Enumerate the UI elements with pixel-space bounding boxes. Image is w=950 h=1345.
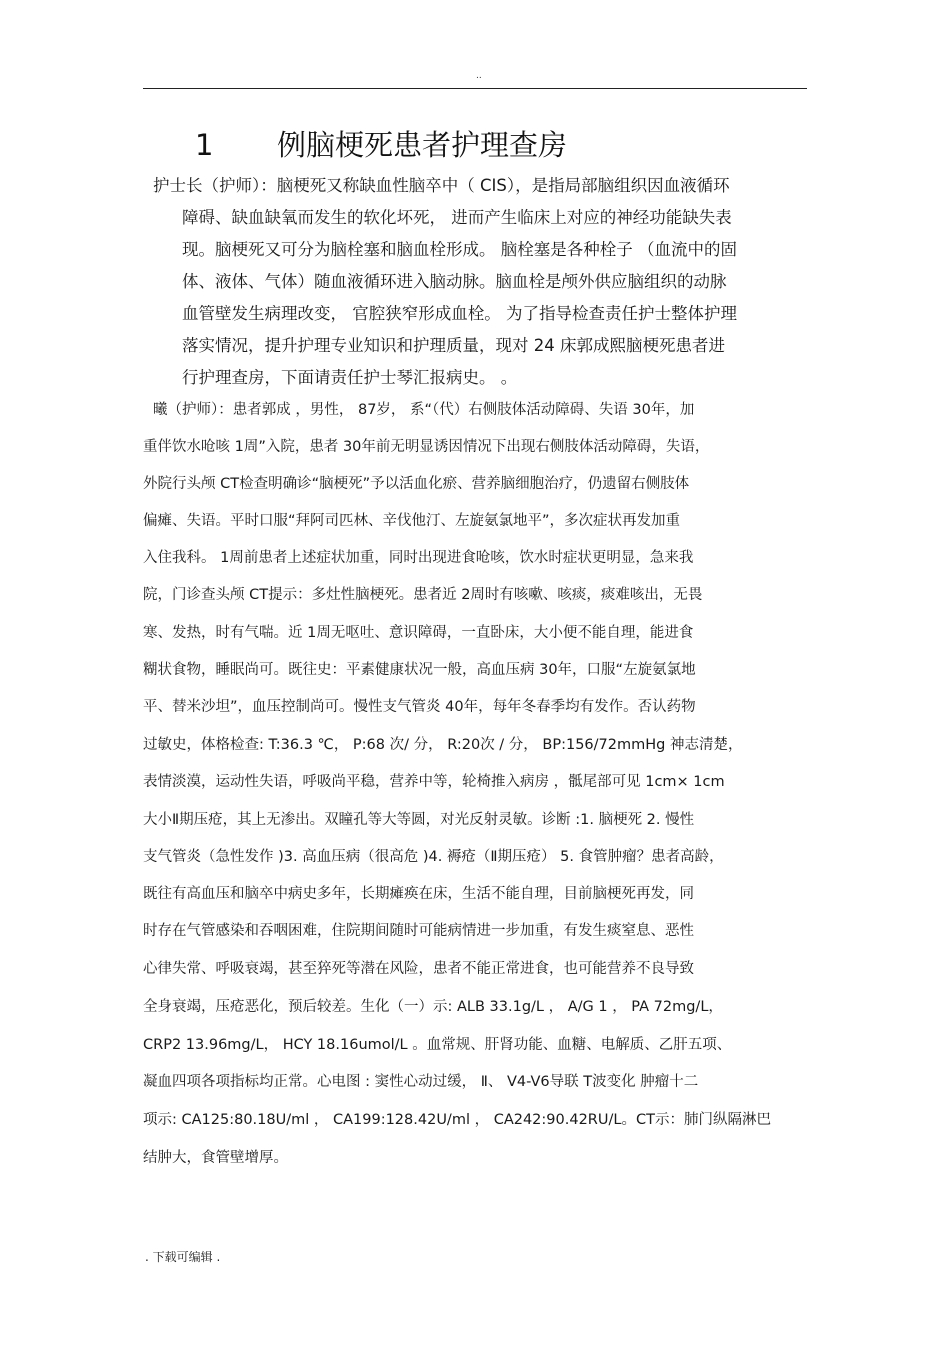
page-footer: . 下载可编辑 .	[145, 1250, 221, 1264]
paragraph1-line-1: 护士长（护师）：脑梗死又称缺血性脑卒中（ CIS），是指局部脑组织因血液循环	[153, 176, 730, 195]
paragraph2-line-1: 曦（护师）：患者郭成 ，男性， 87岁， 系“（代）右侧肢体活动障碍、失语 30年，加	[153, 402, 695, 418]
paragraph2-line-2: 重伴饮水呛咳 1周”入院，患者 30年前无明显诱因情况下出现右侧肢体活动障碍，失语，	[143, 439, 710, 455]
paragraph1-line-4: 体、液体、气体）随血液循环进入脑动脉。脑血栓是颅外供应脑组织的动脉	[182, 272, 727, 291]
paragraph2-line-18: CRP2 13.96mg/L， HCY 18.16umol/L 。血常规、肝肾功能、血糖、电解质、乙肝五项、	[143, 1037, 732, 1053]
paragraph2-line-6: 院，门诊查头颅 CT提示：多灶性脑梗死。患者近 2周时有咳嗽、咳痰，痰难咳出，无畏	[143, 587, 703, 603]
paragraph1-line-2: 障碍、缺血缺氧而发生的软化坏死， 进而产生临床上对应的神经功能缺失表	[182, 208, 732, 227]
paragraph2-line-8: 糊状食物，睡眠尚可。既往史：平素健康状况一般，高血压病 30年，口服“左旋氨氯地	[143, 662, 696, 678]
paragraph2-line-20: 项示: CA125:80.18U/ml ， CA199:128.42U/ml ， CA242:90.42RU/L。CT示：肺门纵隔淋巴	[143, 1112, 771, 1128]
paragraph2-line-15: 时存在气管感染和吞咽困难，住院期间随时可能病情进一步加重，有发生痰窒息、恶性	[143, 923, 694, 939]
paragraph1-line-5: 血管壁发生病理改变， 官腔狭窄形成血栓。 为了指导检查责任护士整体护理	[182, 304, 737, 323]
paragraph2-line-21: 结肿大，食管壁增厚。	[143, 1150, 288, 1166]
title-text: 例脑梗死患者护理查房	[277, 128, 568, 162]
paragraph2-line-14: 既往有高血压和脑卒中病史多年，长期瘫痪在床，生活不能自理，目前脑梗死再发，同	[143, 886, 694, 902]
page-header-mark: ..	[476, 71, 482, 81]
paragraph2-line-19: 凝血四项各项指标均正常。心电图 : 窦性心动过缓， Ⅱ、 V4-V6导联 T波变化 肿瘤十二	[143, 1074, 699, 1090]
paragraph1-line-3: 现。脑梗死又可分为脑栓塞和脑血栓形成。 脑栓塞是各种栓子 （血流中的固	[182, 240, 737, 259]
paragraph2-line-13: 支气管炎（急性发作 )3. 高血压病（很高危 )4. 褥疮（Ⅱ期压疮） 5. 食管肿瘤？患者高龄，	[143, 849, 724, 865]
paragraph2-line-16: 心律失常、呼吸衰竭，甚至猝死等潜在风险，患者不能正常进食，也可能营养不良导致	[143, 961, 694, 977]
paragraph2-line-12: 大小Ⅱ期压疮，其上无渗出。双瞳孔等大等圆，对光反射灵敏。诊断 :1. 脑梗死 2. 慢性	[143, 812, 695, 828]
paragraph2-line-7: 寒、发热，时有气喘。近 1周无呕吐、意识障碍，一直卧床，大小便不能自理，能进食	[143, 625, 694, 641]
page-title	[195, 126, 567, 164]
paragraph1-line-6: 落实情况，提升护理专业知识和护理质量，现对 24 床郭成熙脑梗死患者进	[182, 336, 725, 355]
paragraph1-line-7: 行护理查房，下面请责任护士琴汇报病史。 。	[182, 368, 518, 387]
paragraph2-line-17: 全身衰竭，压疮恶化，预后较差。生化（一）示: ALB 33.1g/L ， A/G 1 ， PA 72mg/L，	[143, 999, 723, 1015]
title-number: 1	[195, 128, 214, 162]
paragraph2-line-3: 外院行头颅 CT检查明确诊“脑梗死”予以活血化瘀、营养脑细胞治疗，仍遗留右侧肢体	[143, 476, 690, 492]
paragraph2-line-10: 过敏史，体格检查: T:36.3 ℃， P:68 次/ 分， R:20次 / 分， BP:156/72mmHg 神志清楚，	[143, 737, 743, 753]
header-rule	[143, 88, 807, 89]
paragraph2-line-5: 入住我科。 1周前患者上述症状加重，同时出现进食呛咳，饮水时症状更明显，急来我	[143, 550, 694, 566]
paragraph2-line-11: 表情淡漠，运动性失语，呼吸尚平稳，营养中等，轮椅推入病房 ，骶尾部可见 1cm× 1cm	[143, 774, 725, 790]
paragraph2-line-4: 偏瘫、失语。平时口服“拜阿司匹林、辛伐他汀、左旋氨氯地平”，多次症状再发加重	[143, 513, 681, 529]
paragraph2-line-9: 平、替米沙坦”，血压控制尚可。慢性支气管炎 40年，每年冬春季均有发作。否认药物	[143, 699, 696, 715]
